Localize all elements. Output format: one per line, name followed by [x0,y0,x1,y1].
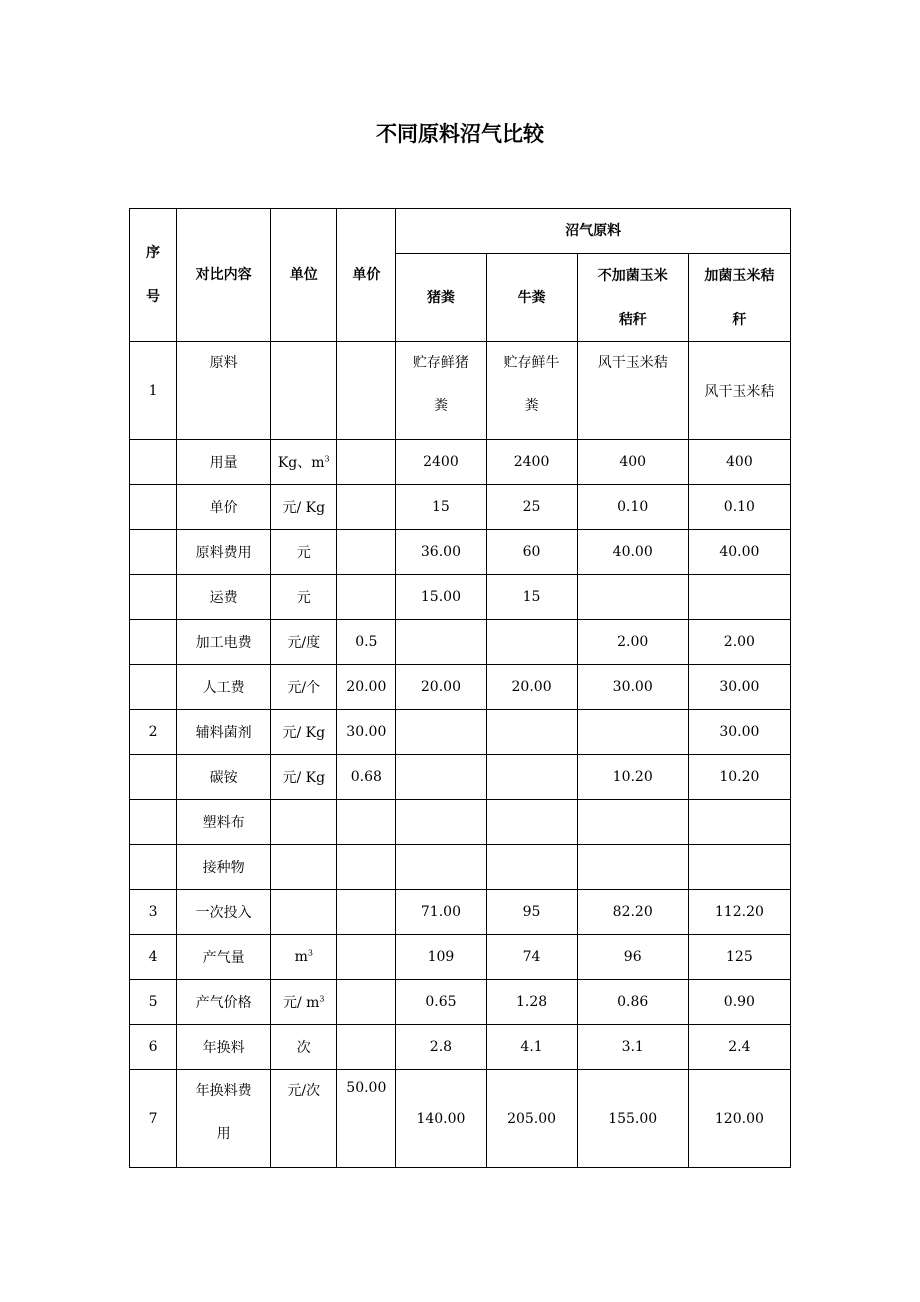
header-group: 沼气原料 [396,209,791,254]
table-row [130,665,791,710]
table-row [130,342,791,440]
cell-unit [271,342,337,440]
cell-value: 40.00 [688,530,790,575]
cell-item: 一次投入 [177,890,271,935]
header-col-pig-manure: 猪粪 [396,254,486,342]
cell-item: 用量 [177,440,271,485]
table-row [130,845,791,890]
cell-item: 人工费 [177,665,271,710]
cell-unit [271,890,337,935]
cell-unit: Kg、$m^3$ [271,440,337,485]
cell-seq [130,755,177,800]
cell-value [577,800,688,845]
cell-item: 单价 [177,485,271,530]
cell-item: 原料 [177,342,271,440]
cell-value: 15.00 [396,575,486,620]
table-row [130,485,791,530]
cell-price [337,800,396,845]
cell-item: 加工电费 [177,620,271,665]
cell-value: 3.1 [577,1025,688,1070]
cell-seq [130,530,177,575]
cell-value: 0.10 [688,485,790,530]
cell-item: 辅料菌剂 [177,710,271,755]
header-item: 对比内容 [177,209,271,342]
cell-item: 塑料布 [177,800,271,845]
cell-value [396,620,486,665]
cell-value: 2.00 [688,620,790,665]
header-col-cow-manure: 牛粪 [486,254,577,342]
cell-seq: 2 [130,710,177,755]
comparison-table [129,208,791,1168]
cell-seq: 6 [130,1025,177,1070]
cell-value [486,800,577,845]
cell-seq: 5 [130,980,177,1025]
cell-value: 贮存鲜牛 粪 [486,342,577,440]
table-row [130,800,791,845]
cell-price [337,935,396,980]
cell-unit: 元/个 [271,665,337,710]
cell-value: 风干玉米秸 [577,342,688,440]
cell-seq [130,800,177,845]
cell-value [688,800,790,845]
header-col-straw-no-bacteria: 不加菌玉米 秸秆 [577,254,688,342]
header-col-straw-bacteria: 加菌玉米秸 秆 [688,254,790,342]
header-seq: 序 号 [130,209,177,342]
cell-value: 4.1 [486,1025,577,1070]
cell-value: 205.00 [486,1070,577,1168]
cell-seq [130,620,177,665]
cell-price: 30.00 [337,710,396,755]
table-row [130,530,791,575]
table-row [130,1070,791,1168]
table-row [130,620,791,665]
cell-value: 0.86 [577,980,688,1025]
cell-item: 碳铵 [177,755,271,800]
cell-value: 125 [688,935,790,980]
cell-price [337,980,396,1025]
cell-value: 2400 [486,440,577,485]
cell-unit: $m^3$ [271,935,337,980]
cell-value: 71.00 [396,890,486,935]
cell-unit: 次 [271,1025,337,1070]
cell-value: 1.28 [486,980,577,1025]
cell-value: 10.20 [577,755,688,800]
cell-price [337,342,396,440]
cell-seq: 7 [130,1070,177,1168]
cell-item: 年换料费 用 [177,1070,271,1168]
cell-value: 96 [577,935,688,980]
cell-price: 50.00 [337,1070,396,1168]
cell-value: 10.20 [688,755,790,800]
cell-price: 0.5 [337,620,396,665]
cell-value: 风干玉米秸 [688,342,790,440]
cell-value: 112.20 [688,890,790,935]
cell-price [337,440,396,485]
cell-value: 40.00 [577,530,688,575]
cell-value [688,575,790,620]
cell-value [486,755,577,800]
cell-seq: 3 [130,890,177,935]
cell-value: 2.4 [688,1025,790,1070]
cell-seq [130,485,177,530]
page-title: 不同原料沼气比较 [376,122,544,146]
table-row [130,755,791,800]
cell-value: 400 [577,440,688,485]
table-row [130,440,791,485]
cell-value [396,845,486,890]
cell-value [396,710,486,755]
cell-value: 15 [486,575,577,620]
cell-value: 2.8 [396,1025,486,1070]
table-row [130,980,791,1025]
cell-unit: 元/度 [271,620,337,665]
cell-price [337,485,396,530]
cell-price [337,1025,396,1070]
cell-price [337,890,396,935]
cell-seq [130,575,177,620]
cell-value [577,575,688,620]
cell-item: 年换料 [177,1025,271,1070]
cell-value [486,620,577,665]
cell-seq [130,845,177,890]
table-row [130,935,791,980]
cell-value: 74 [486,935,577,980]
cell-unit: 元/ Kg [271,755,337,800]
cell-value: 2400 [396,440,486,485]
cell-unit: 元/ $m^3$ [271,980,337,1025]
cell-value [486,710,577,755]
cell-value: 15 [396,485,486,530]
cell-unit: 元 [271,575,337,620]
cell-value: 30.00 [577,665,688,710]
header-price: 单价 [337,209,396,342]
cell-price: 20.00 [337,665,396,710]
table-row [130,890,791,935]
cell-seq [130,440,177,485]
cell-seq: 1 [130,342,177,440]
header-unit: 单位 [271,209,337,342]
cell-value: 60 [486,530,577,575]
cell-value [688,845,790,890]
cell-value [396,755,486,800]
cell-value: 95 [486,890,577,935]
cell-price [337,845,396,890]
cell-price [337,530,396,575]
cell-value: 20.00 [396,665,486,710]
cell-value: 贮存鲜猪 粪 [396,342,486,440]
table-row [130,1025,791,1070]
cell-unit [271,845,337,890]
cell-value: 0.90 [688,980,790,1025]
cell-price [337,575,396,620]
cell-unit: 元/次 [271,1070,337,1168]
cell-price: 0.68 [337,755,396,800]
cell-seq: 4 [130,935,177,980]
cell-value: 2.00 [577,620,688,665]
cell-value: 30.00 [688,665,790,710]
cell-value: 30.00 [688,710,790,755]
cell-item: 原料费用 [177,530,271,575]
cell-value: 20.00 [486,665,577,710]
cell-unit [271,800,337,845]
cell-value: 0.10 [577,485,688,530]
cell-value: 400 [688,440,790,485]
cell-item: 产气价格 [177,980,271,1025]
cell-value [396,800,486,845]
cell-item: 产气量 [177,935,271,980]
table-row [130,710,791,755]
cell-unit: 元/ Kg [271,485,337,530]
table-row [130,575,791,620]
cell-value [486,845,577,890]
cell-value: 109 [396,935,486,980]
cell-unit: 元 [271,530,337,575]
cell-value: 82.20 [577,890,688,935]
cell-value: 155.00 [577,1070,688,1168]
cell-item: 接种物 [177,845,271,890]
cell-value: 0.65 [396,980,486,1025]
cell-value: 120.00 [688,1070,790,1168]
cell-value [577,845,688,890]
cell-seq [130,665,177,710]
cell-value [577,710,688,755]
cell-item: 运费 [177,575,271,620]
cell-value: 25 [486,485,577,530]
cell-value: 36.00 [396,530,486,575]
cell-unit: 元/ Kg [271,710,337,755]
cell-value: 140.00 [396,1070,486,1168]
